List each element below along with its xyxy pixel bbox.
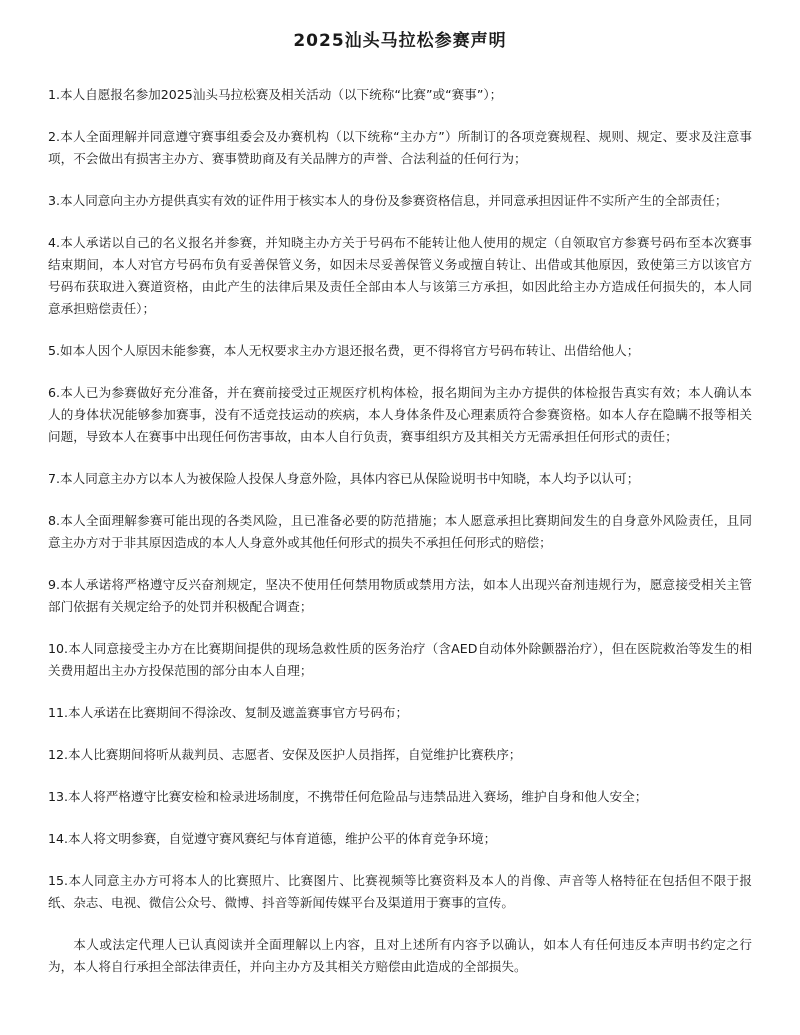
clause-1: 1.本人自愿报名参加2025汕头马拉松赛及相关活动（以下统称“比赛”或“赛事”）； xyxy=(48,87,503,102)
clause-13: 13.本人将严格遵守比赛安检和检录进场制度，不携带任何危险品与违禁品进入赛场，维护自身和他人安全； xyxy=(48,789,648,804)
clause-10: 10.本人同意接受主办方在比赛期间提供的现场急救性质的医务治疗（含AED自动体外除颤器治疗），但在医院救治等发生的相关费用超出主办方投保范围的部分由本人自理； xyxy=(48,641,752,678)
clause-9: 9.本人承诺将严格遵守反兴奋剂规定，坚决不使用任何禁用物质或禁用方法，如本人出现兴奋剂违规行为，愿意接受相关主管部门依据有关规定给予的处罚并积极配合调查； xyxy=(48,577,752,614)
clause-14: 14.本人将文明参赛，自觉遵守赛风赛纪与体育道德，维护公平的体育竞争环境； xyxy=(48,831,497,846)
closing-statement: 本人或法定代理人已认真阅读并全面理解以上内容，且对上述所有内容予以确认，如本人有任何违反本声明书约定之行为，本人将自行承担全部法律责任，并向主办方及其相关方赔偿由此造成的全部损失。 xyxy=(48,937,752,974)
clause-11: 11.本人承诺在比赛期间不得涂改、复制及遮盖赛事官方号码布； xyxy=(48,705,409,720)
clause-8: 8.本人全面理解参赛可能出现的各类风险，且已准备必要的防范措施；本人愿意承担比赛期间发生的自身意外风险责任，且同意主办方对于非其原因造成的本人人身意外或其他任何形式的损失不承担任何形式的赔偿； xyxy=(48,513,752,550)
document-title: 2025汕头马拉松参赛声明 xyxy=(293,31,507,51)
clause-12: 12.本人比赛期间将听从裁判员、志愿者、安保及医护人员指挥，自觉维护比赛秩序； xyxy=(48,747,522,762)
clause-4: 4.本人承诺以自己的名义报名并参赛，并知晓主办方关于号码布不能转让他人使用的规定（自领取官方参赛号码布至本次赛事结束期间，本人对官方号码布负有妥善保管义务，如因未尽妥善保管义务或擅自转让、出借或其他原因，致使第三方以该官方号码布获取进入赛道资格，由此产生的法律后果及责任全部由本人与该第三方承担，如因此给主办方造成任何损失的，本人同意承担赔偿责任）； xyxy=(48,235,752,316)
clause-2: 2.本人全面理解并同意遵守赛事组委会及办赛机构（以下统称“主办方”）所制订的各项竞赛规程、规则、规定、要求及注意事项，不会做出有损害主办方、赛事赞助商及有关品牌方的声誉、合法利益的任何行为； xyxy=(48,129,752,166)
clause-list xyxy=(48,84,752,914)
clause-5: 5.如本人因个人原因未能参赛，本人无权要求主办方退还报名费，更不得将官方号码布转让、出借给他人； xyxy=(48,343,640,358)
clause-3: 3.本人同意向主办方提供真实有效的证件用于核实本人的身份及参赛资格信息，并同意承担因证件不实所产生的全部责任； xyxy=(48,193,728,208)
clause-7: 7.本人同意主办方以本人为被保险人投保人身意外险，具体内容已从保险说明书中知晓，本人均予以认可； xyxy=(48,471,640,486)
clause-15: 15.本人同意主办方可将本人的比赛照片、比赛图片、比赛视频等比赛资料及本人的肖像、声音等人格特征在包括但不限于报纸、杂志、电视、微信公众号、微博、抖音等新闻传媒平台及渠道用于赛事的宣传。 xyxy=(48,873,752,910)
clause-6: 6.本人已为参赛做好充分准备，并在赛前接受过正规医疗机构体检，报名期间为主办方提供的体检报告真实有效；本人确认本人的身体状况能够参加赛事，没有不适竞技运动的疾病，本人身体条件及心理素质符合参赛资格。如本人存在隐瞒不报等相关问题，导致本人在赛事中出现任何伤害事故，由本人自行负责，赛事组织方及其相关方无需承担任何形式的责任； xyxy=(48,385,752,444)
